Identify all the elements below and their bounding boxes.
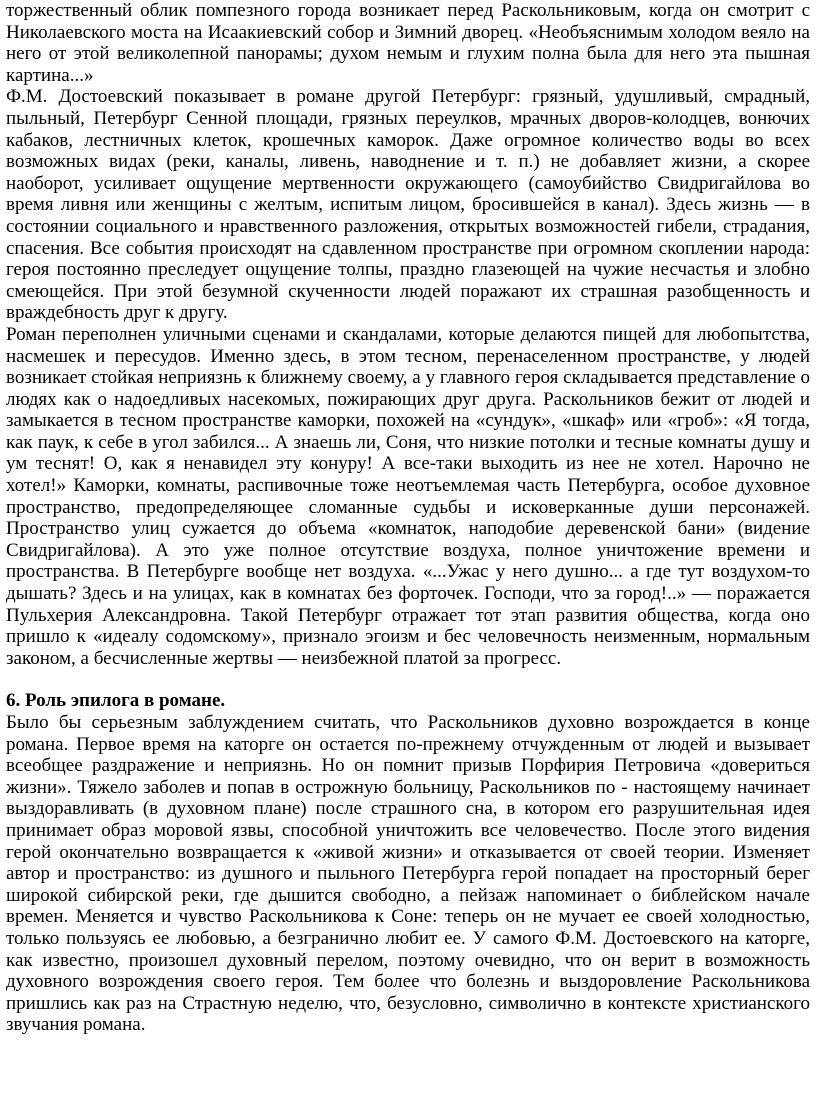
section-heading: 6. Роль эпилога в романе. <box>6 690 226 712</box>
paragraph-street-scenes: Роман переполнен уличными сценами и скандалами, которые делаются пищей для любопытства, насмешек и пересудов. Именно здесь, в этом тесном, перенаселенном пространстве, у людей возникает стойкая неприязнь к ближнему своему, а у главного героя складывается представление о людях как о надоедливых насекомых, пожирающих друг друга. Раскольников бежит от людей и замыкается в тесном пространстве каморки, похожей на «сундук», «шкаф» или «гроб»: «Я тогда, как паук, к себе в угол забился... А знаешь ли, Соня, что низкие потолки и тесные комнаты душу и ум теснят! О, как я ненавидел эту конуру! А все-таки выходить из нее не хотел. Нарочно не хотел!» Каморки, комнаты, распивочные тоже неотъемлемая часть Петербурга, особое духовное пространство, предопределяющее сломанные судьбы и исковерканные души персонажей. Пространство улиц сужается до объема «комнаток, наподобие деревенской бани» (видение Свидригайлова). А это уже полное отсутствие воздуха, полное уничтожение времени и пространства. В Петербурге вообще нет воздуха. «...Ужас у него душно... а где тут воздухом-то дышать? Здесь и на улицах, как в комнатах без форточек. Господи, что за город!..» — поражается Пульхерия Александровна. Такой Петербург отражает тот этап развития общества, когда оно пришло к «идеалу содомскому», признало эгоизм и бес человечность неизменным, нормальным законом, а бесчисленные жертвы — неизбежной платой за прогресс. <box>6 323 810 669</box>
paragraph-panorama: торжественный облик помпезного города возникает перед Раскольниковым, когда он смотрит с Николаевского моста на Исаакиевский собор и Зимний дворец. «Необъяснимым холодом веяло на него от этой великолепной панорамы; духом немым и глухим полна была для него эта пышная картина...» <box>6 0 810 86</box>
paragraph-epilogue: Было бы серьезным заблуждением считать, что Раскольников духовно возрождается в конце романа. Первое время на каторге он остается по-прежнему отчужденным от людей и вызывает всеобщее раздражение и неприязнь. Но он помнит призыв Порфирия Петровича «довериться жизни». Тяжело заболев и попав в острожную больницу, Раскольников по - настоящему начинает выздоравливать (в духовном плане) после страшного сна, в котором его разрушительная идея принимает образ моровой язвы, способной уничтожить все человечество. После этого видения герой окончательно возвращается к «живой жизни» и отказывается от своей теории. Изменяет автор и пространство: из душного и пыльного Петербурга герой попадает на просторный берег широкой сибирской реки, где дышится свободно, а пейзаж напоминает о библейском начале времен. Меняется и чувство Раскольникова к Соне: теперь он не мучает ее своей холодностью, только пользуясь ее любовью, а безгранично любит ее. У самого Ф.М. Достоевского на каторге, как известно, произошел духовный перелом, поэтому очевидно, что он верит в возможность духовного возрождения своего героя. Тем более что болезнь и выздоровление Раскольникова пришлись как раз на Страстную неделю, что, безусловно, символично в контексте христианского звучания романа. <box>6 712 810 1036</box>
paragraph-other-petersburg: Ф.М. Достоевский показывает в романе другой Петербург: грязный, удушливый, смрадный, пыльный, Петербург Сенной площади, грязных переулков, мрачных дворов-колодцев, вонючих кабаков, лестничных клеток, крошечных каморок. Даже огромное количество воды во всех возможных видах (реки, каналы, ливень, наводнение и т. п.) не добавляет жизни, а скорее наоборот, усиливает ощущение мертвенности окружающего (самоубийство Свидригайлова во время ливня или женщины с желтым, испитым лицом, бросившейся в канал). Здесь жизнь — в состоянии социального и нравственного разложения, открытых возможностей гибели, страдания, спасения. Все события происходят на сдавленном пространстве при огромном скоплении народа: героя постоянно преследует ощущение толпы, праздно глазеющей на чужие несчастья и злобно смеющейся. При этой безумной скученности людей поражают их страшная разобщенность и враждебность друг к другу. <box>6 86 810 324</box>
